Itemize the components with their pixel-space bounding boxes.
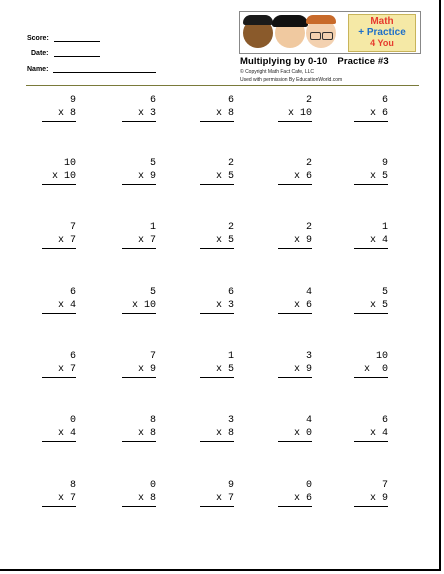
multiplicand: 0 — [69, 415, 76, 426]
multiplicand: 3 — [305, 351, 312, 362]
multiplier: x 0 — [363, 364, 388, 375]
answer-line[interactable] — [200, 441, 234, 442]
logo-badge — [348, 14, 416, 52]
multiplier: x 4 — [369, 235, 388, 246]
problem-5-5 — [354, 350, 388, 378]
problem-5-3 — [200, 350, 234, 378]
problem-3-5 — [354, 221, 388, 249]
problem-3-3 — [200, 221, 234, 249]
multiplicand: 4 — [305, 415, 312, 426]
answer-line[interactable] — [354, 313, 388, 314]
problem-7-2 — [122, 479, 156, 507]
copyright-text: © Copyright Math Fact Cafe, LLC — [240, 69, 314, 75]
multiplicand: 7 — [381, 480, 388, 491]
multiplier: x 10 — [131, 300, 156, 311]
answer-line[interactable] — [354, 121, 388, 122]
problem-1-3 — [200, 94, 234, 122]
problem-2-2 — [122, 157, 156, 185]
problem-6-4 — [278, 414, 312, 442]
problem-1-1 — [42, 94, 76, 122]
multiplicand: 9 — [381, 158, 388, 169]
multiplier: x 9 — [137, 171, 156, 182]
problem-2-4 — [278, 157, 312, 185]
problem-5-2 — [122, 350, 156, 378]
multiplier: x 9 — [369, 493, 388, 504]
answer-line[interactable] — [42, 377, 76, 378]
problem-3-1 — [42, 221, 76, 249]
multiplier: x 8 — [57, 108, 76, 119]
multiplier: x 5 — [369, 300, 388, 311]
multiplier: x 8 — [215, 428, 234, 439]
answer-line[interactable] — [42, 184, 76, 185]
multiplicand: 10 — [375, 351, 388, 362]
practice-number: Practice #3 — [337, 56, 389, 67]
multiplicand: 4 — [305, 287, 312, 298]
answer-line[interactable] — [42, 121, 76, 122]
answer-line[interactable] — [278, 248, 312, 249]
answer-line[interactable] — [200, 506, 234, 507]
problem-5-4 — [278, 350, 312, 378]
answer-line[interactable] — [354, 377, 388, 378]
multiplicand: 2 — [227, 222, 234, 233]
multiplicand: 0 — [305, 480, 312, 491]
answer-line[interactable] — [354, 506, 388, 507]
answer-line[interactable] — [354, 184, 388, 185]
answer-line[interactable] — [200, 248, 234, 249]
multiplicand: 5 — [149, 287, 156, 298]
score-line[interactable] — [54, 35, 100, 42]
multiplier: x 6 — [369, 108, 388, 119]
date-label: Date: — [31, 50, 49, 57]
multiplicand: 6 — [69, 351, 76, 362]
problem-7-4 — [278, 479, 312, 507]
multiplier: x 5 — [215, 171, 234, 182]
answer-line[interactable] — [122, 313, 156, 314]
date-line[interactable] — [54, 50, 100, 57]
multiplier: x 3 — [215, 300, 234, 311]
name-line[interactable] — [53, 66, 156, 73]
multiplier: x 4 — [57, 300, 76, 311]
answer-line[interactable] — [42, 441, 76, 442]
problem-7-3 — [200, 479, 234, 507]
answer-line[interactable] — [122, 184, 156, 185]
multiplicand: 0 — [149, 480, 156, 491]
math-practice-logo — [239, 11, 421, 54]
problem-2-5 — [354, 157, 388, 185]
multiplier: x 4 — [369, 428, 388, 439]
multiplicand: 6 — [381, 95, 388, 106]
multiplicand: 6 — [149, 95, 156, 106]
multiplier: x 3 — [137, 108, 156, 119]
answer-line[interactable] — [122, 506, 156, 507]
answer-line[interactable] — [42, 506, 76, 507]
answer-line[interactable] — [278, 377, 312, 378]
multiplier: x 8 — [137, 428, 156, 439]
answer-line[interactable] — [200, 313, 234, 314]
logo-line3: 4 You — [370, 38, 394, 48]
permission-text: Used with permission By EducationWorld.com — [240, 77, 343, 83]
multiplier: x 0 — [293, 428, 312, 439]
problem-3-4 — [278, 221, 312, 249]
multiplier: x 8 — [137, 493, 156, 504]
problem-1-4 — [278, 94, 312, 122]
answer-line[interactable] — [200, 184, 234, 185]
multiplier: x 5 — [215, 235, 234, 246]
answer-line[interactable] — [278, 441, 312, 442]
answer-line[interactable] — [278, 121, 312, 122]
multiplicand: 10 — [63, 158, 76, 169]
answer-line[interactable] — [278, 313, 312, 314]
problem-1-2 — [122, 94, 156, 122]
multiplier: x 5 — [369, 171, 388, 182]
multiplier: x 7 — [215, 493, 234, 504]
problem-4-3 — [200, 286, 234, 314]
problem-3-2 — [122, 221, 156, 249]
header-divider — [26, 85, 419, 86]
problem-6-1 — [42, 414, 76, 442]
multiplier: x 7 — [57, 235, 76, 246]
multiplier: x 8 — [215, 108, 234, 119]
multiplicand: 2 — [305, 95, 312, 106]
problem-6-5 — [354, 414, 388, 442]
multiplicand: 2 — [305, 158, 312, 169]
multiplier: x 9 — [137, 364, 156, 375]
problem-2-3 — [200, 157, 234, 185]
multiplier: x 10 — [287, 108, 312, 119]
multiplier: x 5 — [215, 364, 234, 375]
multiplicand: 5 — [149, 158, 156, 169]
answer-line[interactable] — [278, 506, 312, 507]
problem-2-1 — [42, 157, 76, 185]
problem-4-4 — [278, 286, 312, 314]
multiplicand: 8 — [149, 415, 156, 426]
problem-5-1 — [42, 350, 76, 378]
score-label: Score: — [27, 35, 49, 42]
answer-line[interactable] — [200, 377, 234, 378]
score-field — [27, 35, 100, 42]
multiplicand: 9 — [69, 95, 76, 106]
multiplicand: 9 — [227, 480, 234, 491]
multiplier: x 6 — [293, 171, 312, 182]
logo-line1: Math — [370, 16, 394, 27]
answer-line[interactable] — [122, 248, 156, 249]
multiplier: x 4 — [57, 428, 76, 439]
multiplicand: 7 — [149, 351, 156, 362]
problem-4-5 — [354, 286, 388, 314]
answer-line[interactable] — [122, 121, 156, 122]
answer-line[interactable] — [200, 121, 234, 122]
answer-line[interactable] — [354, 248, 388, 249]
problem-6-2 — [122, 414, 156, 442]
multiplier: x 7 — [137, 235, 156, 246]
problem-7-1 — [42, 479, 76, 507]
name-label: Name: — [27, 66, 49, 73]
problem-4-2 — [122, 286, 156, 314]
multiplicand: 6 — [69, 287, 76, 298]
multiplier: x 9 — [293, 364, 312, 375]
answer-line[interactable] — [122, 441, 156, 442]
title-text: Multiplying by 0-10 — [240, 56, 328, 67]
multiplier: x 7 — [57, 364, 76, 375]
multiplicand: 8 — [69, 480, 76, 491]
logo-line2: + Practice — [358, 27, 406, 38]
multiplicand: 1 — [149, 222, 156, 233]
multiplicand: 3 — [227, 415, 234, 426]
answer-line[interactable] — [42, 248, 76, 249]
multiplicand: 1 — [381, 222, 388, 233]
multiplier: x 6 — [293, 300, 312, 311]
answer-line[interactable] — [278, 184, 312, 185]
multiplicand: 6 — [227, 287, 234, 298]
multiplicand: 1 — [227, 351, 234, 362]
multiplicand: 2 — [305, 222, 312, 233]
name-field — [27, 66, 156, 73]
problem-6-3 — [200, 414, 234, 442]
multiplicand: 6 — [381, 415, 388, 426]
problem-4-1 — [42, 286, 76, 314]
problem-7-5 — [354, 479, 388, 507]
multiplier: x 9 — [293, 235, 312, 246]
problem-1-5 — [354, 94, 388, 122]
multiplicand: 7 — [69, 222, 76, 233]
multiplicand: 5 — [381, 287, 388, 298]
date-field — [27, 50, 100, 57]
multiplicand: 2 — [227, 158, 234, 169]
multiplier: x 7 — [57, 493, 76, 504]
multiplier: x 6 — [293, 493, 312, 504]
multiplier: x 10 — [51, 171, 76, 182]
answer-line[interactable] — [42, 313, 76, 314]
answer-line[interactable] — [354, 441, 388, 442]
worksheet-title — [240, 56, 389, 67]
multiplicand: 6 — [227, 95, 234, 106]
answer-line[interactable] — [122, 377, 156, 378]
